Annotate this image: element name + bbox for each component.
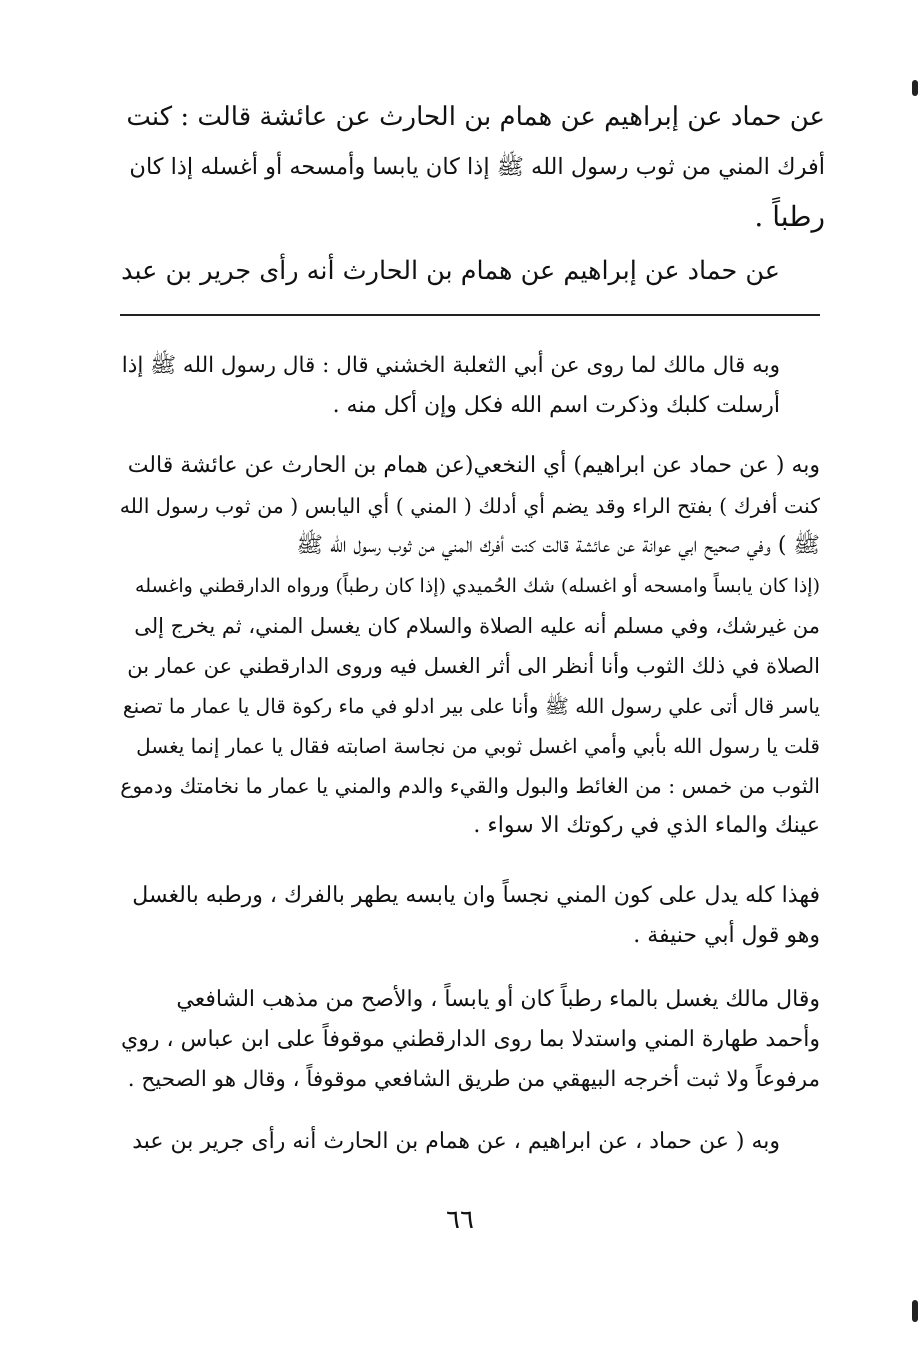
main-text-line: أفرك المني من ثوب رسول الله ﷺ إذا كان يابسا وأمسحه أو أغسله إذا كان	[129, 154, 825, 180]
commentary-paragraph-1	[120, 346, 780, 426]
commentary-line: كنت أفرك ) بفتح الراء وقد يضم أي أدلك ( المني ) أي اليابس ( من ثوب رسول الله	[120, 494, 820, 518]
commentary-line: ياسر قال أتى علي رسول الله ﷺ وأنا على بير ادلو في ماء ركوة قال يا عمار ما تصنع	[122, 694, 820, 718]
commentary-line: وبه قال مالك لما روى عن أبي الثعلبة الخشني قال : قال رسول الله ﷺ إذا	[121, 353, 780, 378]
commentary-line: عينك والماء الذي في ركوتك الا سواء .	[473, 813, 820, 838]
commentary-paragraph-4	[120, 980, 820, 1100]
commentary-line: وهو قول أبي حنيفة .	[633, 923, 820, 948]
commentary-line: وقال مالك يغسل بالماء رطباً كان أو يابساً ، والأصح من مذهب الشافعي	[176, 987, 820, 1012]
main-text-line: عن حماد عن إبراهيم عن همام بن الحارث أنه رأى جرير بن عبد	[121, 256, 780, 286]
commentary-line: من غيرشك، وفي مسلم أنه عليه الصلاة والسلام كان يغسل المني، ثم يخرج إلى	[134, 614, 820, 638]
commentary-line: الثوب من خمس : من الغائط والبول والقيء والدم والمني يا عمار ما نخامتك ودموع	[120, 774, 820, 798]
page-number: ٦٦	[446, 1205, 474, 1235]
main-text-line: عن حماد عن إبراهيم عن همام بن الحارث عن عائشة قالت : كنت	[126, 102, 825, 132]
commentary-line: (إذا كان يابساً وامسحه أو اغسله) شك الحُميدي (إذا كان رطباً) ورواه الدارقطني واغسله	[135, 575, 820, 597]
scan-edge-mark	[912, 1300, 918, 1322]
commentary-paragraph-5	[120, 1122, 780, 1162]
main-text-paragraph-2	[120, 246, 780, 296]
main-text-line: رطباً .	[754, 200, 825, 233]
commentary-line: مرفوعاً ولا ثبت أخرجه البيهقي من طريق الشافعي موقوفاً ، وقال هو الصحيح .	[127, 1067, 820, 1092]
commentary-line: أرسلت كلبك وذكرت اسم الله فكل وإن أكل منه .	[332, 393, 780, 418]
commentary-line: وبه ( عن حماد ، عن ابراهيم ، عن همام بن الحارث أنه رأى جرير بن عبد	[132, 1129, 780, 1154]
commentary-line: فهذا كله يدل على كون المني نجساً وان يابسه يطهر بالفرك ، ورطبه بالغسل	[132, 883, 820, 908]
commentary-paragraph-2	[120, 446, 820, 846]
main-text-paragraph-1	[120, 92, 825, 242]
commentary-line: ﷺ ) وفي صحيح ابي عوانة عن عائشة قالت كنت أفرك المني من ثوب رسول الله ﷺ	[296, 533, 820, 558]
commentary-line: قلت يا رسول الله بأبي وأمي اغسل ثوبي من نجاسة اصابته فقال يا عمار إنما يغسل	[136, 734, 820, 758]
footnote-separator-rule	[120, 314, 820, 316]
scan-edge-mark	[912, 80, 918, 96]
commentary-line: وبه ( عن حماد عن ابراهيم) أي النخعي(عن همام بن الحارث عن عائشة قالت	[127, 453, 820, 478]
commentary-paragraph-3	[120, 876, 820, 956]
commentary-line: الصلاة في ذلك الثوب وأنا أنظر الى أثر الغسل فيه وروى الدارقطني عن عمار بن	[127, 654, 820, 678]
commentary-line: وأحمد طهارة المني واستدلا بما روى الدارقطني موقوفاً على ابن عباس ، روي	[121, 1027, 820, 1052]
